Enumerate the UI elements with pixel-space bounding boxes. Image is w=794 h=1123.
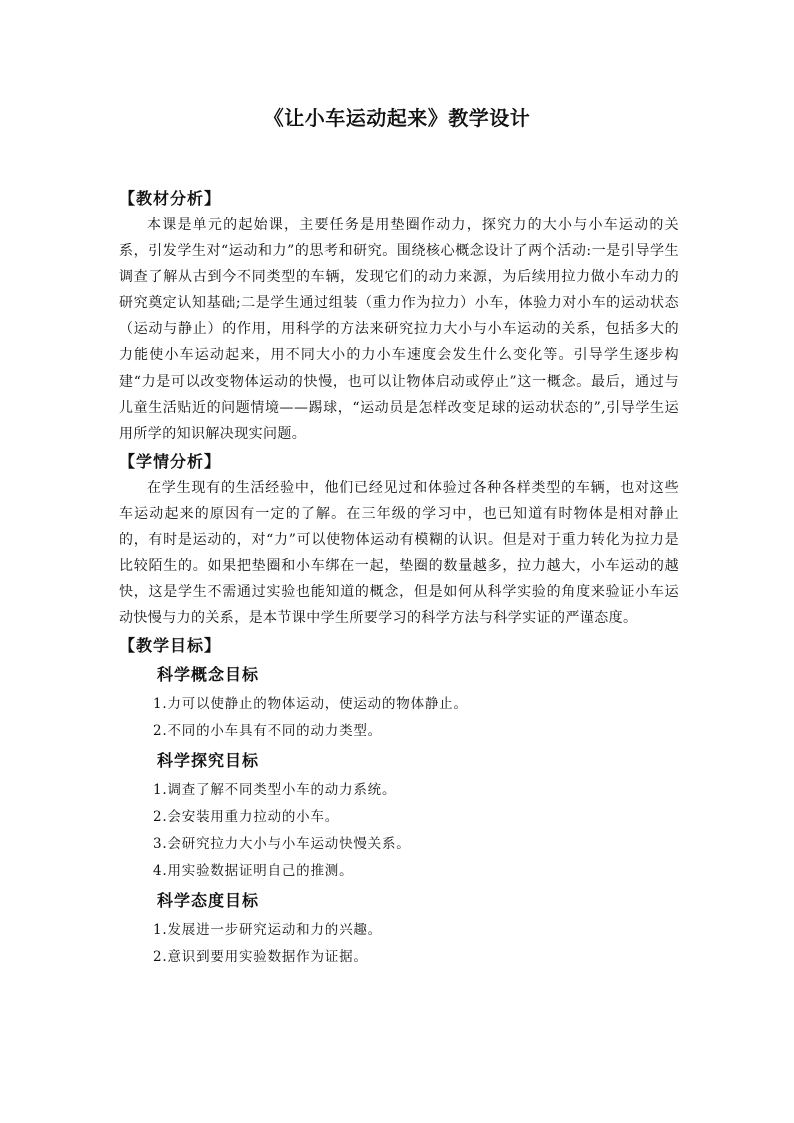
- document-title: 《让小车运动起来》教学设计: [263, 106, 531, 130]
- attitude-goal-item: 1.发展进一步研究运动和力的兴趣。: [153, 922, 382, 939]
- section-heading-teaching-goals: 【教学目标】: [119, 636, 222, 656]
- inquiry-goal-item: 2.会安装用重力拉动的小车。: [153, 809, 340, 826]
- inquiry-goal-item: 3.会研究拉力大小与小车运动快慢关系。: [153, 836, 411, 853]
- material-analysis-paragraph: 本课是单元的起始课，主要任务是用垫圈作动力，探究力的大小与小车运动的关系，引发学生对“运动和力”的思考和研究。围绕核心概念设计了两个活动:一是引导学生调查了解从古到今不同类型的车辆，发现它们的动力来源，为后续用拉力做小车动力的研究奠定认知基础;二是学生通过组装（重力作为拉力）小车，体验力对小车的运动状态（运动与静止）的作用，用科学的方法来研究拉力大小与小车运动的关系，包括多大的力能使小车运动起来，用不同大小的力小车速度会发生什么变化等。引导学生逐步构建“力是可以改变物体运动的快慢，也可以让物体启动或停止”这一概念。最后，通过与儿童生活贴近的问题情境——踢球，“运动员是怎样改变足球的运动状态的”,引导学生运用所学的知识解决现实问题。: [119, 217, 679, 442]
- document-body: [119, 186, 679, 971]
- student-analysis-paragraph: 在学生现有的生活经验中，他们已经见过和体验过各种各样类型的车辆，也对这些车运动起来的原因有一定的了解。在三年级的学习中，也已知道有时物体是相对静止的，有时是运动的，对“力”可以使物体运动有模糊的认识。但是对于重力转化为拉力是比较陌生的。如果把垫圈和小车绑在一起，垫圈的数量越多，拉力越大，小车运动的越快，这是学生不需通过实验也能知道的概念，但是如何从科学实验的角度来验证小车运动快慢与力的关系，是本节课中学生所要学习的科学方法与科学实证的严谨态度。: [119, 479, 679, 627]
- concept-goal-item: 2.不同的小车具有不同的动力类型。: [153, 723, 382, 740]
- attitude-goal-item: 2.意识到要用实验数据作为证据。: [153, 949, 368, 966]
- concept-goal-item: 1.力可以使静止的物体运动，使运动的物体静止。: [153, 696, 468, 713]
- inquiry-goal-item: 1.调查了解不同类型小车的动力系统。: [153, 782, 397, 799]
- inquiry-goal-item: 4.用实验数据证明自己的推测。: [153, 863, 354, 880]
- section-heading-material-analysis: 【教材分析】: [119, 189, 222, 208]
- subheading-concept-goals: 科学概念目标: [157, 665, 260, 685]
- subheading-inquiry-goals: 科学探究目标: [157, 751, 260, 771]
- section-heading-student-analysis: 【学情分析】: [119, 451, 222, 471]
- subheading-attitude-goals: 科学态度目标: [157, 891, 260, 911]
